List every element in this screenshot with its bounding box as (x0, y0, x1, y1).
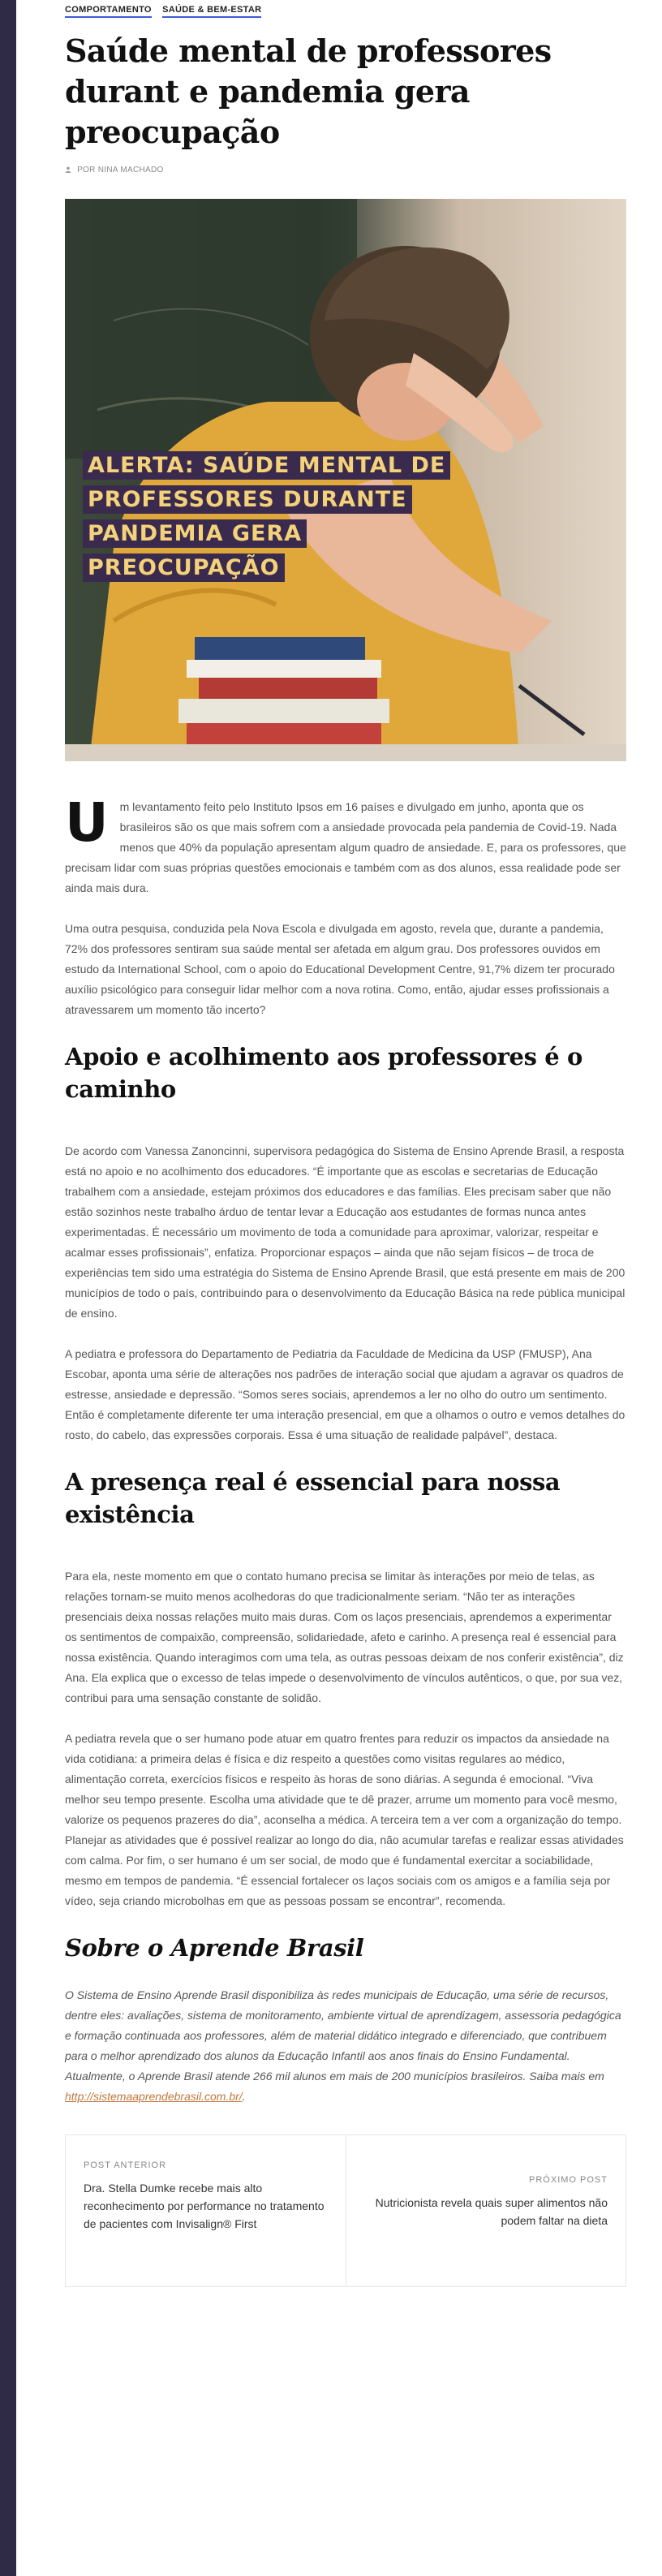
about-end: . (242, 2090, 246, 2103)
post-navigation (65, 2134, 626, 2287)
previous-post-label: POST ANTERIOR (84, 2160, 167, 2170)
user-icon (65, 166, 71, 173)
category-list (65, 5, 626, 15)
hero-caption-line: PANDEMIA GERA (83, 519, 307, 548)
hero-caption-line: PREOCUPAÇÃO (83, 554, 285, 582)
category-link-comportamento[interactable]: COMPORTAMENTO (65, 5, 152, 18)
article (65, 0, 626, 2287)
hero-caption (83, 449, 456, 585)
drop-cap: U (65, 791, 109, 854)
left-accent-bar (0, 0, 16, 2576)
previous-post-title[interactable]: Dra. Stella Dumke recebe mais alto reconhecimento por performance no tratamento de pacientes com Invisalign® First (84, 2182, 325, 2230)
hero-image (65, 199, 626, 761)
next-post[interactable] (346, 2135, 625, 2286)
section-heading: Apoio e acolhimento aos professores é o caminho (65, 1043, 582, 1103)
hero-caption-line: ALERTA: SAÚDE MENTAL DE (83, 451, 450, 480)
article-body (65, 791, 626, 2107)
section-heading: Sobre o Aprende Brasil (65, 1934, 364, 1962)
previous-post[interactable] (66, 2135, 346, 2286)
paragraph-text: m levantamento feito pelo Instituto Ipsos em 16 países e divulgado em junho, aponta que os brasileiros são os que mais sofrem com a ansiedade provocada pela pandemia de Covid-19. Nada menos que 40% da população apresentam algum quadro de ansiedade. E, para os professores, que precisam lidar com suas próprias questões emocionais e também com as dos alunos, essa realidade pode ser ainda mais dura. (65, 800, 626, 894)
paragraph-intro (65, 791, 626, 898)
article-title-text: Saúde mental de professores durant e pandemia gera preocupação (65, 32, 552, 150)
paragraph: Para ela, neste momento em que o contato humano precisa se limitar às interações por meio de telas, as relações tornam-se muito menos acolhedoras do que tradicionalmente seriam. “Não ter as interações presenciais deixa nossas relações muito mais duras. Com os laços presenciais, aprendemos a experimentar os sentimentos de compaixão, compreensão, solidariedade, afeto e carinho. A presença real é essencial para nossa existência. Quando interagimos com uma tela, as outras pessoas deixam de nos conferir existência”, diz Ana. Ela explica que o excesso de telas impede o desenvolvimento de vínculos autênticos, o que, por sua vez, contribui para uma sensação constante de solidão. (65, 1570, 624, 1704)
about-text: O Sistema de Ensino Aprende Brasil disponibiliza às redes municipais de Educação, uma série de recursos, dentre eles: avaliações, sistema de monitoramento, ambiente virtual de aprendizagem, assessoria pedagógica e formação continuada aos professores, além de material didático integrado e diferenciado, que contribuem para o melhor aprendizado dos alunos da Educação Infantil aos anos finais do Ensino Fundamental. Atualmente, o Aprende Brasil atende 266 mil alunos em mais de 200 municípios brasileiros. Saiba mais em (65, 1988, 621, 2083)
category-link-saude[interactable]: SAÚDE & BEM-ESTAR (162, 5, 261, 18)
section-heading: A presença real é essencial para nossa existência (65, 1468, 561, 1528)
next-post-title[interactable]: Nutricionista revela quais super alimentos não podem faltar na dieta (375, 2196, 608, 2227)
next-post-label: PRÓXIMO POST (529, 2175, 608, 2185)
hero-caption-line: PROFESSORES DURANTE (83, 485, 412, 514)
article-title (65, 31, 626, 153)
about-link[interactable]: http://sistemaaprendebrasil.com.br/ (65, 2090, 243, 2103)
paragraph: A pediatra e professora do Departamento de Pediatria da Faculdade de Medicina da USP (FMUSP), Ana Escobar, aponta uma série de alterações nos padrões de interação social que ajudam a agravar os quadros de estresse, ansiedade e depressão. “Somos seres sociais, aprendemos a ler no olho do outro um sentimento. Então é completamente diferente ter uma interação presencial, em que a olhamos o outro e vemos detalhes do rosto, do cabelo, das expressões corporais. Essa é uma situação de realidade palpável”, destaca. (65, 1347, 625, 1441)
author-name: POR NINA MACHADO (77, 166, 164, 174)
paragraph: Uma outra pesquisa, conduzida pela Nova Escola e divulgada em agosto, revela que, durante a pandemia, 72% dos professores sentiram sua saúde mental ser afetada em algum grau. Dos professores ouvidos em estudo da International School, com o apoio do Educational Development Centre, 91,7% dizem ter procurado auxílio psicológico para conseguir lidar melhor com a nova rotina. Como, então, ajudar esses profissionais a atravessarem um momento tão incerto? (65, 922, 615, 1016)
paragraph: A pediatra revela que o ser humano pode atuar em quatro frentes para reduzir os impactos da ansiedade na vida cotidiana: a primeira delas é física e diz respeito a questões como visitas regulares ao médico, alimentação correta, exercícios físicos e respeito às horas de sono diárias. A segunda é emocional. “Viva melhor seu tempo presente. Escolha uma atividade que te dê prazer, arrume um momento para você mesmo, valorize os pequenos prazeres do dia”, aconselha a médica. A terceira tem a ver com a organização do tempo. Planejar as atividades que é possível realizar ao longo do dia, não acumular tarefas e realizar essas atividades com calma. Por fim, o ser humano é um ser social, de modo que é fundamental exercitar a sociabilidade, mesmo em tempos de pandemia. “É essencial fortalecer os laços sociais com os amigos e a família seja por vídeo, seja criando microbolhas em que as pessoas possam se encontrar”, recomenda. (65, 1732, 624, 1907)
byline (65, 166, 626, 174)
about-paragraph (65, 1985, 626, 2107)
paragraph: De acordo com Vanessa Zanoncinni, supervisora pedagógica do Sistema de Ensino Aprende Brasil, a resposta está no apoio e no acolhimento dos educadores. “É importante que as escolas e secretarias de Educação trabalhem com a ansiedade, estejam próximos dos educadores e das famílias. Eles precisam saber que não estão sozinhos neste trabalho árduo de tentar levar a Educação aos estudantes de formas nunca antes experimentadas. É necessário um movimento de toda a comunidade para aproximar, valorizar, respeitar e acalmar esses profissionais”, enfatiza. Proporcionar espaços – ainda que não sejam físicos – de troca de experiências tem sido uma estratégia do Sistema de Ensino Aprende Brasil, que está presente em mais de 200 municípios de todo o país, contribuindo para o desenvolvimento da Educação Básica na rede pública municipal de ensino. (65, 1144, 625, 1320)
